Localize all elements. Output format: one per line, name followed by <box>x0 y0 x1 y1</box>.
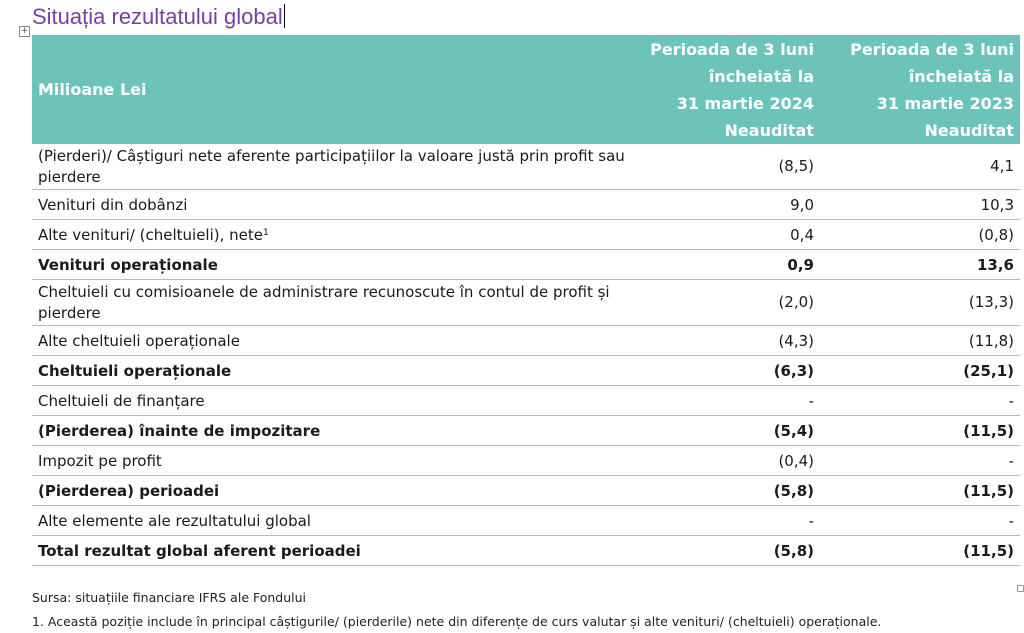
row-value-2024: - <box>632 386 820 416</box>
table-row <box>32 416 1020 446</box>
header-2024-line: încheiată la <box>708 67 814 86</box>
table-row <box>32 220 1020 250</box>
row-value-2023: 13,6 <box>820 250 1020 280</box>
row-label: (Pierderea) înainte de impozitare <box>32 416 632 446</box>
row-label: Alte cheltuieli operaționale <box>32 326 632 356</box>
row-label: Impozit pe profit <box>32 446 632 476</box>
row-value-2024: - <box>632 506 820 536</box>
row-label: Cheltuieli de finanțare <box>32 386 632 416</box>
row-value-2024: (5,8) <box>632 536 820 566</box>
row-value-2023: (11,5) <box>820 416 1020 446</box>
row-value-2023: (11,5) <box>820 536 1020 566</box>
document-title <box>32 4 285 30</box>
header-2023-line: Perioada de 3 luni <box>850 40 1014 59</box>
row-value-2023: (0,8) <box>820 220 1020 250</box>
row-value-2024: (5,4) <box>632 416 820 446</box>
footnote-marker: 1 <box>263 227 269 238</box>
table-row <box>32 280 1020 326</box>
table-header-row <box>32 35 1020 144</box>
footnote-text: 1. Această poziție include în principal câștigurile/ (pierderile) nete din diferențe de curs valutar și alte venituri/ (cheltuieli) operaționale. <box>32 614 882 629</box>
row-label: Venituri din dobânzi <box>32 190 632 220</box>
financial-table <box>32 35 1020 566</box>
table-row <box>32 190 1020 220</box>
row-value-2023: (13,3) <box>820 280 1020 326</box>
table-row <box>32 506 1020 536</box>
row-label-cell <box>32 220 632 250</box>
table-move-icon[interactable]: + <box>20 26 29 36</box>
header-label: Milioane Lei <box>38 80 147 99</box>
row-value-2024: 0,4 <box>632 220 820 250</box>
row-value-2024: (6,3) <box>632 356 820 386</box>
header-2024 <box>632 35 820 144</box>
table-row <box>32 446 1020 476</box>
row-value-2023: 4,1 <box>820 144 1020 190</box>
row-value-2023: 10,3 <box>820 190 1020 220</box>
row-value-2024: 9,0 <box>632 190 820 220</box>
table-row <box>32 536 1020 566</box>
row-label: Venituri operaționale <box>32 250 632 280</box>
row-value-2023: (25,1) <box>820 356 1020 386</box>
header-2023-line: Neauditat <box>924 121 1014 140</box>
header-2023-line: 31 martie 2023 <box>876 94 1014 113</box>
row-value-2023: - <box>820 446 1020 476</box>
table-row <box>32 476 1020 506</box>
row-value-2023: (11,8) <box>820 326 1020 356</box>
header-2023 <box>820 35 1020 144</box>
row-label: (Pierderea) perioadei <box>32 476 632 506</box>
row-value-2024: 0,9 <box>632 250 820 280</box>
row-value-2023: - <box>820 386 1020 416</box>
row-value-2023: - <box>820 506 1020 536</box>
row-label: Cheltuieli cu comisioanele de administrare recunoscute în contul de profit și pierdere <box>32 280 632 326</box>
row-label: Total rezultat global aferent perioadei <box>32 536 632 566</box>
row-value-2024: (5,8) <box>632 476 820 506</box>
title-text: Situația rezultatului global <box>32 4 283 29</box>
row-value-2024: (0,4) <box>632 446 820 476</box>
row-value-2024: (4,3) <box>632 326 820 356</box>
text-cursor <box>284 4 285 28</box>
table-row <box>32 386 1020 416</box>
row-label: (Pierderi)/ Câștiguri nete aferente participațiilor la valoare justă prin profit sau pierdere <box>32 144 632 190</box>
header-2024-line: Perioada de 3 luni <box>650 40 814 59</box>
table-row <box>32 356 1020 386</box>
row-value-2023: (11,5) <box>820 476 1020 506</box>
header-2024-line: 31 martie 2024 <box>676 94 814 113</box>
table-row <box>32 326 1020 356</box>
row-label: Cheltuieli operaționale <box>32 356 632 386</box>
source-note: Sursa: situațiile financiare IFRS ale Fondului <box>32 590 307 605</box>
header-2023-line: încheiată la <box>908 67 1014 86</box>
row-label: Alte elemente ale rezultatului global <box>32 506 632 536</box>
table-row <box>32 250 1020 280</box>
table-row <box>32 144 1020 190</box>
row-value-2024: (8,5) <box>632 144 820 190</box>
row-label: Alte venituri/ (cheltuieli), nete <box>38 225 263 244</box>
header-2024-line: Neauditat <box>724 121 814 140</box>
row-value-2024: (2,0) <box>632 280 820 326</box>
table-resize-handle[interactable] <box>1017 585 1024 592</box>
